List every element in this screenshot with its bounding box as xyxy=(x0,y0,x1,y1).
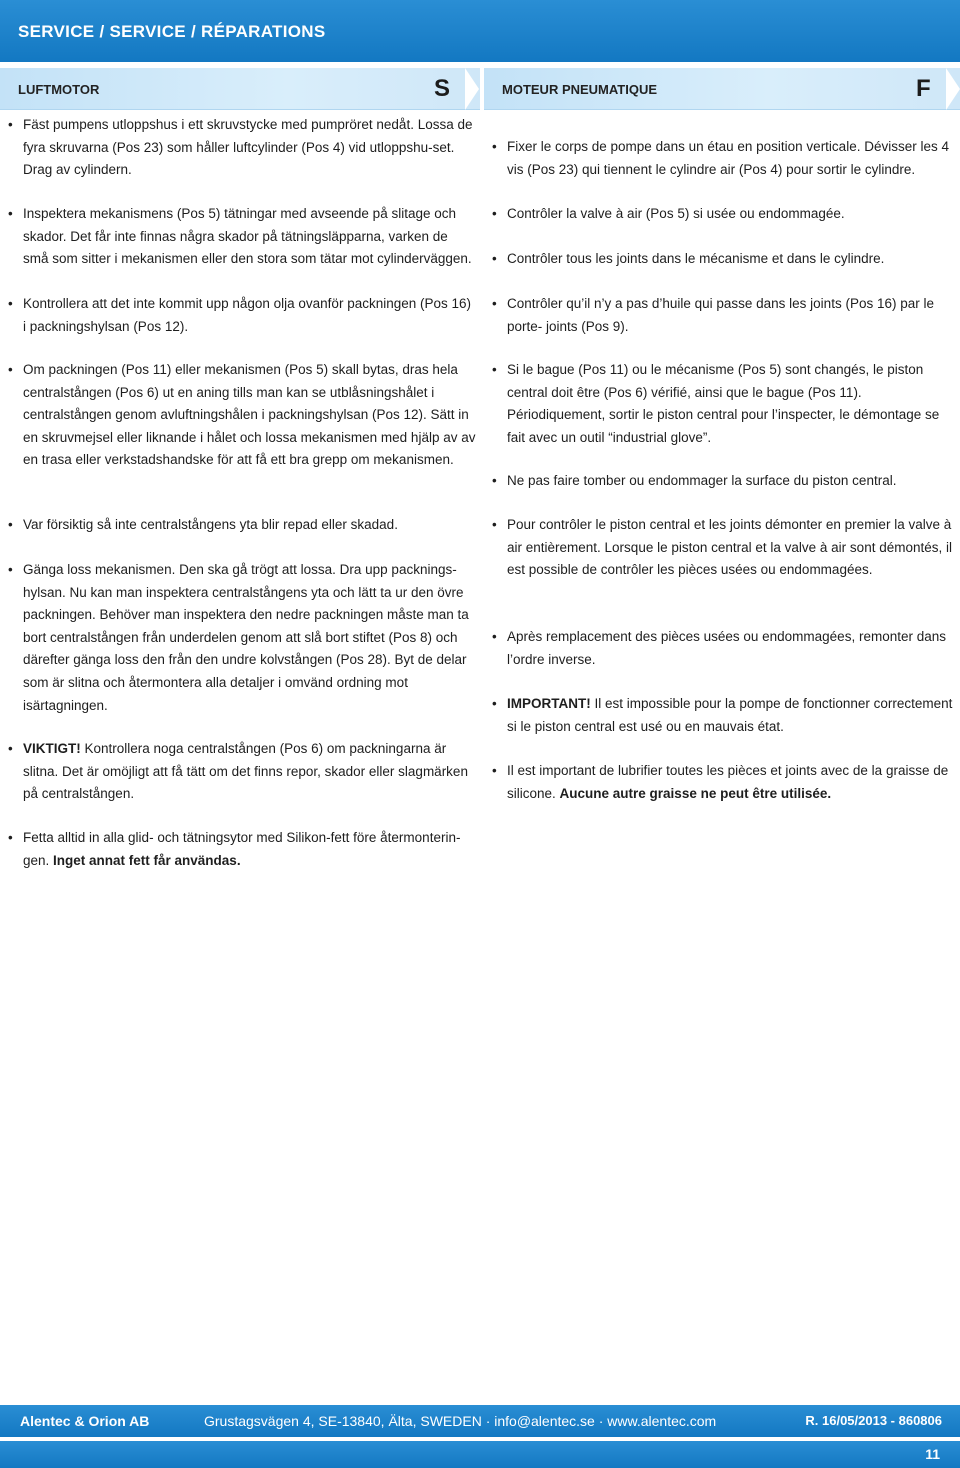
item-text: Inspektera mekanismens (Pos 5) tätningar med avseende på slitage och skador. Det får inte finnas några skador på tätningsläpparna, varken de små som sitter i mekanismen eller den stora som tätar mot cylinderväggen. xyxy=(23,206,472,267)
section-title-swedish: LUFTMOTOR xyxy=(18,82,100,97)
list-item xyxy=(490,693,956,738)
bullet-icon: • xyxy=(492,629,497,644)
page-title: SERVICE / SERVICE / RÉPARATIONS xyxy=(18,22,326,41)
list-item xyxy=(490,248,956,271)
list-item xyxy=(490,203,956,226)
item-text: Pour contrôler le piston central et les joints démonter en premier la valve à air entièrement. Lorsque le piston central et la valve à air sont démontés, il est possible de contrôler les pièces usées ou endommagées. xyxy=(507,517,952,578)
language-code-swedish: S xyxy=(434,75,451,102)
document-revision: R. 16/05/2013 - 860806 xyxy=(805,1413,942,1428)
item-text: Kontrollera att det inte kommit upp någon olja ovanför packningen (Pos 16) i packningshylsan (Pos 12). xyxy=(23,296,472,334)
bullet-icon: • xyxy=(492,139,497,154)
list-item xyxy=(490,293,956,338)
language-code-french: F xyxy=(916,75,931,102)
item-emphasis: Inget annat fett får användas. xyxy=(53,852,241,868)
item-text: Var försiktig så inte centralstångens yta blir repad eller skadad. xyxy=(23,517,398,532)
item-text: Ne pas faire tomber ou endommager la surface du piston central. xyxy=(507,473,897,488)
bullet-icon: • xyxy=(492,206,497,221)
item-emphasis: Aucune autre graisse ne peut être utilisée. xyxy=(559,785,832,801)
item-text: Il est impossible pour la pompe de fonctionner correctement si le piston central est usé ou en mauvais état. xyxy=(507,696,953,734)
list-item xyxy=(490,470,956,493)
list-item xyxy=(490,760,956,805)
item-text: Fetta alltid in alla glid- och tätningsytor med Silikon-fett före återmonterin-gen. xyxy=(23,830,461,868)
item-text: Fäst pumpens utloppshus i ett skruvstycke med pumpröret nedåt. Lossa de fyra skruvarna (Pos 23) som håller luftcylinder (Pos 4) vid utloppshu-set. Drag av cylindern. xyxy=(23,117,473,178)
list-item xyxy=(6,114,476,182)
item-text: Contrôler la valve à air (Pos 5) si usée ou endommagée. xyxy=(507,206,845,221)
list-item xyxy=(6,293,476,338)
item-text: Il est important de lubrifier toutes les pièces et joints avec de la graisse de silicone. xyxy=(507,763,949,801)
item-text: Après remplacement des pièces usées ou endommagées, remonter dans l’ordre inverse. xyxy=(507,629,946,667)
list-item xyxy=(6,203,476,271)
company-address: Grustagsvägen 4, SE-13840, Älta, SWEDEN · info@alentec.se · www.alentec.com xyxy=(204,1413,717,1429)
section-title-french: MOTEUR PNEUMATIQUE xyxy=(502,82,658,97)
bullet-icon: • xyxy=(8,830,13,845)
bullet-icon: • xyxy=(492,763,497,778)
page-number-strip xyxy=(0,1441,960,1468)
bullet-icon: • xyxy=(8,562,13,577)
bullet-icon: • xyxy=(492,251,497,266)
item-text: Gänga loss mekanismen. Den ska gå trögt att lossa. Dra upp packnings-hylsan. Nu kan man inspektera centralstångens yta och lätt ta ur den övre packningen. Behöver man inspektera den nedre packningen måste man ta bort centralstången från underdelen genom att slå bort stiftet (Pos 8) och därefter gänga loss den från den undre kolvstången (Pos 28). Byt de delar som är slitna och återmontera alla detaljer i omvänd ordning mot isärtagningen. xyxy=(23,562,469,713)
bullet-icon: • xyxy=(492,362,497,377)
item-text: Si le bague (Pos 11) ou le mécanisme (Pos 5) sont changés, le piston central doit être (Pos 6) vérifié, ainsi que le bague (Pos 11). Périodiquement, sortir le piston central pour l’inspecter, le démontage se fait avec un outil “industrial glove”. xyxy=(507,362,940,445)
top-banner xyxy=(0,0,960,62)
item-text: Kontrollera noga centralstången (Pos 6) om packningarna är slitna. Det är omöjligt att få tätt om det finns repor, skador eller slagmärken på centralstången. xyxy=(23,741,468,802)
bullet-icon: • xyxy=(8,117,13,132)
list-item xyxy=(6,738,476,806)
chevron-divider xyxy=(465,68,479,110)
footer-bar xyxy=(0,1405,960,1437)
list-item xyxy=(490,359,956,449)
item-text: Contrôler qu’il n’y a pas d’huile qui passe dans les joints (Pos 16) par le porte- joints (Pos 9). xyxy=(507,296,934,334)
list-item xyxy=(6,514,476,537)
section-header-swedish xyxy=(0,68,480,110)
company-name: Alentec & Orion AB xyxy=(20,1413,150,1429)
bullet-icon: • xyxy=(8,362,13,377)
bullet-icon: • xyxy=(8,206,13,221)
bullet-icon: • xyxy=(8,741,13,756)
section-header-french xyxy=(484,68,960,110)
list-item xyxy=(6,359,476,472)
bullet-icon: • xyxy=(8,296,13,311)
page-number: 11 xyxy=(925,1446,940,1462)
bullet-icon: • xyxy=(8,517,13,532)
chevron-divider xyxy=(946,68,960,110)
list-item xyxy=(490,136,956,181)
item-emphasis: VIKTIGT! xyxy=(23,741,81,756)
bullet-icon: • xyxy=(492,473,497,488)
item-text: Fixer le corps de pompe dans un étau en position verticale. Dévisser les 4 vis (Pos 23) qui tiennent le cylindre air (Pos 4) pour sortir le cylindre. xyxy=(507,139,949,177)
bullet-icon: • xyxy=(492,517,497,532)
list-item xyxy=(490,626,956,671)
list-item xyxy=(490,514,956,582)
item-text: Om packningen (Pos 11) eller mekanismen (Pos 5) skall bytas, dras hela centralstången (Pos 6) ut en aning tills man kan se utblåsningshålet i centralstången genom avluftningshålen i packningshylsan (Pos 12). Sätt in en skruvmejsel eller liknande i hålet och lossa mekanismen med hjälp av av en trasa eller verkstadshandske för att få ett bra grepp om mekanismen. xyxy=(23,362,476,468)
list-item xyxy=(6,559,476,717)
item-text: Contrôler tous les joints dans le mécanisme et dans le cylindre. xyxy=(507,251,885,266)
list-item xyxy=(6,827,476,872)
bullet-icon: • xyxy=(492,296,497,311)
bullet-icon: • xyxy=(492,696,497,711)
item-emphasis: IMPORTANT! xyxy=(507,696,591,711)
